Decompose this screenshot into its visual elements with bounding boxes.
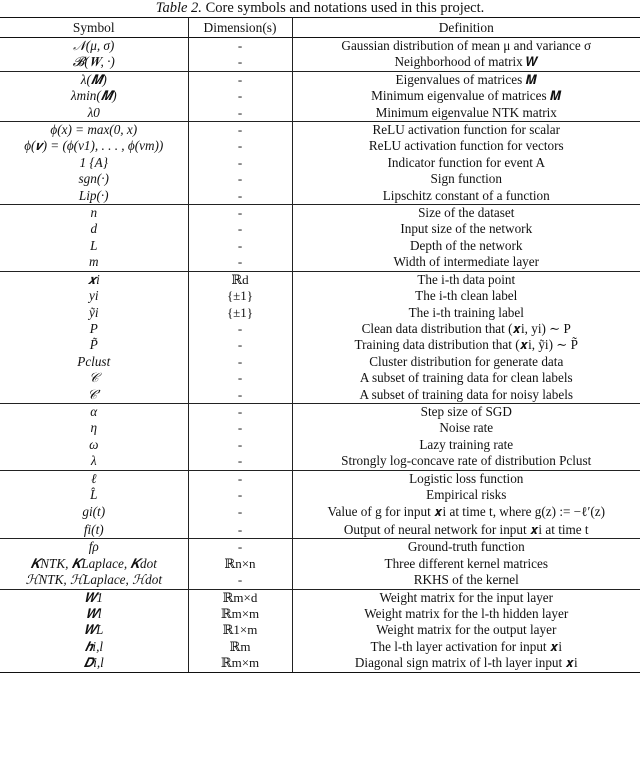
table-row — [0, 171, 640, 187]
definition-cell: A subset of training data for clean labels — [359, 370, 573, 386]
definition-cell: Training data distribution that (𝒙i, ỹi) ∼ P̃ — [354, 337, 578, 353]
table-header-row — [0, 18, 640, 38]
table-row — [0, 470, 640, 487]
dimension-cell: - — [188, 138, 292, 154]
table-caption — [0, 0, 640, 16]
table-row — [0, 122, 640, 139]
dimension-cell: - — [188, 54, 292, 71]
table-row — [0, 337, 640, 353]
definition-cell: ReLU activation function for scalar — [292, 122, 640, 139]
table-row — [0, 254, 640, 271]
symbol-cell: 1 {A} — [0, 155, 188, 171]
definition-cell: Step size of SGD — [292, 403, 640, 420]
definition-cell: Minimum eigenvalue of matrices 𝑴 — [371, 88, 562, 104]
definition-cell: Strongly log-concave rate of distribution Pclust — [341, 453, 592, 469]
definition-cell: Ground-truth function — [292, 539, 640, 556]
symbol-cell: ỹi — [0, 305, 188, 321]
table-row — [0, 105, 640, 122]
dimension-cell: ℝm×m — [188, 606, 292, 622]
dimension-cell: - — [188, 205, 292, 222]
symbol-cell: 𝑾1 — [0, 589, 188, 606]
symbol-cell: P̃ — [0, 337, 188, 353]
symbol-cell: λmin(𝑴) — [0, 88, 188, 104]
definition-cell: Output of neural network for input 𝒙i at time t — [343, 521, 589, 537]
table-caption-text: Core symbols and notations used in this project. — [205, 0, 485, 16]
table-row — [0, 321, 640, 337]
definition-cell: RKHS of the kernel — [413, 572, 519, 588]
symbol-cell: 𝓑(𝑾, ·) — [0, 54, 188, 71]
definition-cell: Empirical risks — [426, 486, 507, 502]
dimension-cell: - — [188, 88, 292, 104]
symbol-cell: ℋNTK, ℋLaplace, ℋdot — [0, 572, 188, 589]
symbol-cell: ℓ — [0, 470, 188, 487]
table-row — [0, 521, 640, 539]
symbol-cell: ϕ(x) = max(0, x) — [0, 122, 188, 139]
table-row — [0, 437, 640, 453]
definition-cell: The i-th clean label — [415, 288, 518, 304]
dimension-cell: - — [188, 337, 292, 353]
header-dimensions: Dimension(s) — [188, 18, 292, 38]
dimension-cell: - — [188, 470, 292, 487]
header-definition: Definition — [292, 18, 640, 38]
table-row — [0, 420, 640, 436]
table-row — [0, 572, 640, 589]
definition-cell: Neighborhood of matrix 𝑾 — [394, 54, 538, 70]
dimension-cell: - — [188, 122, 292, 139]
symbol-cell: yi — [0, 288, 188, 304]
definition-cell: Sign function — [430, 171, 502, 187]
definition-cell: Gaussian distribution of mean μ and variance σ — [292, 38, 640, 55]
dimension-cell: - — [188, 155, 292, 171]
definition-cell: Logistic loss function — [292, 470, 640, 487]
symbol-cell: gi(t) — [0, 503, 188, 521]
definition-cell: Lazy training rate — [419, 436, 514, 452]
table-row — [0, 238, 640, 254]
symbol-cell: fρ — [0, 539, 188, 556]
dimension-cell: ℝm×d — [188, 589, 292, 606]
definition-cell: Diagonal sign matrix of l-th layer input 𝒙i — [292, 655, 640, 672]
definition-cell: Indicator function for event A — [387, 154, 545, 170]
definition-cell: The i-th data point — [292, 271, 640, 288]
symbol-cell: 𝒉i,l — [0, 639, 188, 655]
dimension-cell: - — [188, 503, 292, 521]
symbol-cell: P — [0, 321, 188, 337]
symbol-cell: 𝒩(μ, σ) — [0, 38, 188, 55]
symbol-cell: 𝒞 — [0, 370, 188, 386]
table-row — [0, 71, 640, 88]
definition-cell: Lipschitz constant of a function — [382, 187, 550, 203]
table-caption-label: Table 2. — [155, 0, 202, 16]
table-row — [0, 288, 640, 304]
symbol-cell: fi(t) — [0, 521, 188, 539]
symbol-cell: ω — [0, 437, 188, 453]
symbol-cell: λ — [0, 453, 188, 470]
definition-cell: Depth of the network — [410, 237, 523, 253]
definition-cell: The i-th training label — [408, 304, 524, 320]
symbol-cell: Pclust — [0, 354, 188, 370]
dimension-cell: - — [188, 321, 292, 337]
symbol-cell: λ0 — [0, 105, 188, 122]
dimension-cell: - — [188, 437, 292, 453]
dimension-cell: - — [188, 171, 292, 187]
dimension-cell: ℝd — [188, 271, 292, 288]
dimension-cell: - — [188, 238, 292, 254]
table-row — [0, 655, 640, 672]
dimension-cell: - — [188, 521, 292, 539]
dimension-cell: - — [188, 370, 292, 386]
definition-cell: Noise rate — [439, 420, 494, 436]
table-row — [0, 221, 640, 237]
symbol-cell: 𝑲NTK, 𝑲Laplace, 𝑲dot — [0, 556, 188, 572]
table-row — [0, 54, 640, 71]
definition-cell: The l-th layer activation for input 𝒙i — [370, 638, 563, 654]
table-row — [0, 271, 640, 288]
table-row — [0, 387, 640, 404]
dimension-cell: {±1} — [188, 305, 292, 321]
table-row — [0, 453, 640, 470]
dimension-cell: - — [188, 188, 292, 205]
table-row — [0, 88, 640, 104]
dimension-cell: - — [188, 539, 292, 556]
definition-cell: Width of intermediate layer — [393, 254, 540, 270]
dimension-cell: - — [188, 387, 292, 404]
table-row — [0, 487, 640, 503]
symbol-cell: 𝑾L — [0, 622, 188, 638]
dimension-cell: {±1} — [188, 288, 292, 304]
definition-cell: Eigenvalues of matrices 𝑴 — [292, 71, 640, 88]
dimension-cell: - — [188, 105, 292, 122]
table-row — [0, 589, 640, 606]
definition-cell: Weight matrix for the output layer — [376, 622, 557, 638]
table-row — [0, 38, 640, 55]
dimension-cell: ℝm — [188, 639, 292, 655]
table-row — [0, 503, 640, 521]
table-row — [0, 539, 640, 556]
symbol-cell: η — [0, 420, 188, 436]
dimension-cell: ℝm×m — [188, 655, 292, 672]
definition-cell: Three different kernel matrices — [384, 555, 548, 571]
table-row — [0, 622, 640, 638]
dimension-cell: - — [188, 354, 292, 370]
definition-cell: Cluster distribution for generate data — [369, 353, 564, 369]
symbol-cell: L̂ — [0, 487, 188, 503]
dimension-cell: - — [188, 403, 292, 420]
symbol-cell: ϕ(𝒗) = (ϕ(v1), . . . , ϕ(vm)) — [0, 138, 188, 154]
table-row — [0, 403, 640, 420]
table-row — [0, 138, 640, 154]
definition-cell: Weight matrix for the input layer — [292, 589, 640, 606]
symbol-cell: sgn(·) — [0, 171, 188, 187]
dimension-cell: - — [188, 453, 292, 470]
dimension-cell: - — [188, 254, 292, 271]
header-symbol: Symbol — [0, 18, 188, 38]
symbol-cell: 𝒙i — [0, 271, 188, 288]
dimension-cell: - — [188, 420, 292, 436]
notation-table — [0, 17, 640, 673]
symbol-cell: λ(𝑴) — [0, 71, 188, 88]
definition-cell: Clean data distribution that (𝒙i, yi) ∼ P — [361, 320, 571, 336]
symbol-cell: m — [0, 254, 188, 271]
table-body — [0, 38, 640, 673]
table-row — [0, 370, 640, 386]
symbol-cell: α — [0, 403, 188, 420]
dimension-cell: ℝ1×m — [188, 622, 292, 638]
table-row — [0, 639, 640, 655]
symbol-cell: L — [0, 238, 188, 254]
table-row — [0, 556, 640, 572]
dimension-cell: - — [188, 221, 292, 237]
definition-cell: A subset of training data for noisy labels — [359, 386, 574, 402]
definition-cell: Minimum eigenvalue NTK matrix — [375, 104, 557, 120]
table-row — [0, 305, 640, 321]
symbol-cell: 𝒞′ — [0, 387, 188, 404]
symbol-cell: Lip(·) — [0, 188, 188, 205]
dimension-cell: - — [188, 487, 292, 503]
dimension-cell: - — [188, 38, 292, 55]
symbol-cell: n — [0, 205, 188, 222]
symbol-cell: 𝑾l — [0, 606, 188, 622]
dimension-cell: ℝn×n — [188, 556, 292, 572]
definition-cell: Weight matrix for the l-th hidden layer — [364, 606, 569, 621]
table-row — [0, 205, 640, 222]
table-row — [0, 354, 640, 370]
definition-cell: Size of the dataset — [292, 205, 640, 222]
definition-cell: Input size of the network — [400, 221, 533, 237]
definition-cell: Value of g for input 𝒙i at time t, where g(z) := −ℓ′(z) — [327, 504, 606, 520]
symbol-cell: 𝑫i,l — [0, 655, 188, 672]
dimension-cell: - — [188, 71, 292, 88]
table-row — [0, 606, 640, 622]
table-row — [0, 188, 640, 205]
definition-cell: ReLU activation function for vectors — [368, 138, 564, 154]
table-row — [0, 155, 640, 171]
dimension-cell: - — [188, 572, 292, 589]
symbol-cell: d — [0, 221, 188, 237]
